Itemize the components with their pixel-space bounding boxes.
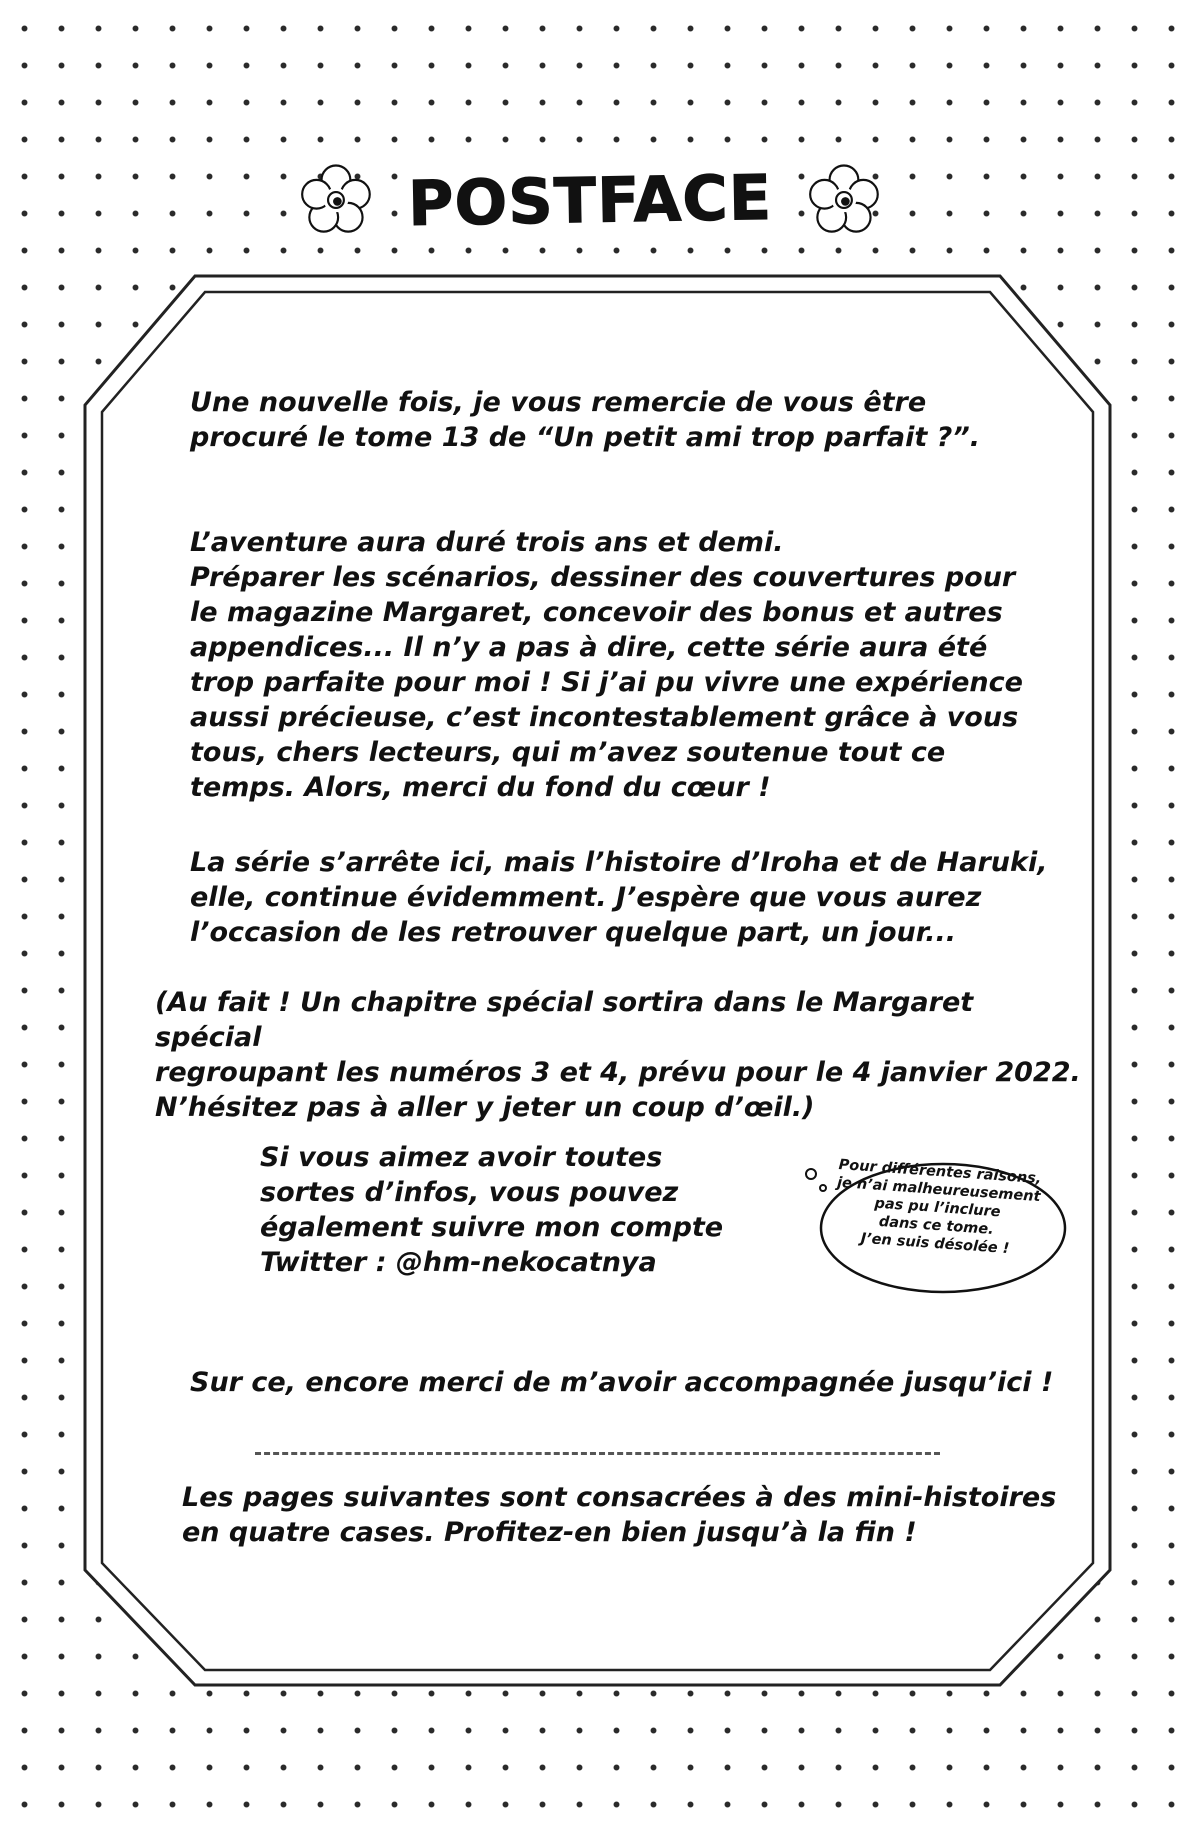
paragraph-next-pages: Les pages suivantes sont consacrées à des mini-histoires en quatre cases. Profitez-en bien jusqu’à la fin ! bbox=[182, 1482, 1057, 1548]
thought-bubble-text: Pour différentes raisons, je n’ai malheureusement pas pu l’inclure dans ce tome. J’en suis désolée ! bbox=[836, 1157, 1042, 1258]
paragraph-adventure: L’aventure aura duré trois ans et demi. Préparer les scénarios, dessiner des couvertures pour le magazine Margaret, concevoir des bonus et autres appendices... Il n’y a pas à dire, cette série aura été trop parfaite pour moi ! Si j’ai pu vivre une expérience aussi précieuse, c’est incontestablement grâce à vous tous, chers lecteurs, qui m’avez soutenue tout ce temps. Alors, merci du fond du cœur ! bbox=[190, 527, 1023, 803]
paragraph-thanks: Une nouvelle fois, je vous remercie de vous être procuré le tome 13 de “Un petit ami trop parfait ?”. bbox=[190, 387, 980, 453]
paragraph-closing: Sur ce, encore merci de m’avoir accompagnée jusqu’ici ! bbox=[190, 1367, 1054, 1398]
paragraph-twitter: Si vous aimez avoir toutes sortes d’infos, vous pouvez également suivre mon compte Twitter : @hm-nekocatnya bbox=[260, 1142, 724, 1278]
paragraph-series-end: La série s’arrête ici, mais l’histoire d’Iroha et de Haruki, elle, continue évidemment. J’espère que vous aurez l’occasion de les retrouver quelque part, un jour... bbox=[190, 847, 1048, 948]
paragraph-special-chapter: (Au fait ! Un chapitre spécial sortira dans le Margaret spécial regroupant les numéros 3 et 4, prévu pour le 4 janvier 2022. N’hésitez pas à aller y jeter un coup d’œil.) bbox=[155, 987, 1081, 1123]
flower-icon bbox=[300, 152, 372, 248]
title-area bbox=[300, 130, 880, 270]
flower-icon bbox=[808, 152, 880, 248]
dashed-divider bbox=[255, 1452, 940, 1455]
page-title: POSTFACE bbox=[397, 160, 782, 240]
